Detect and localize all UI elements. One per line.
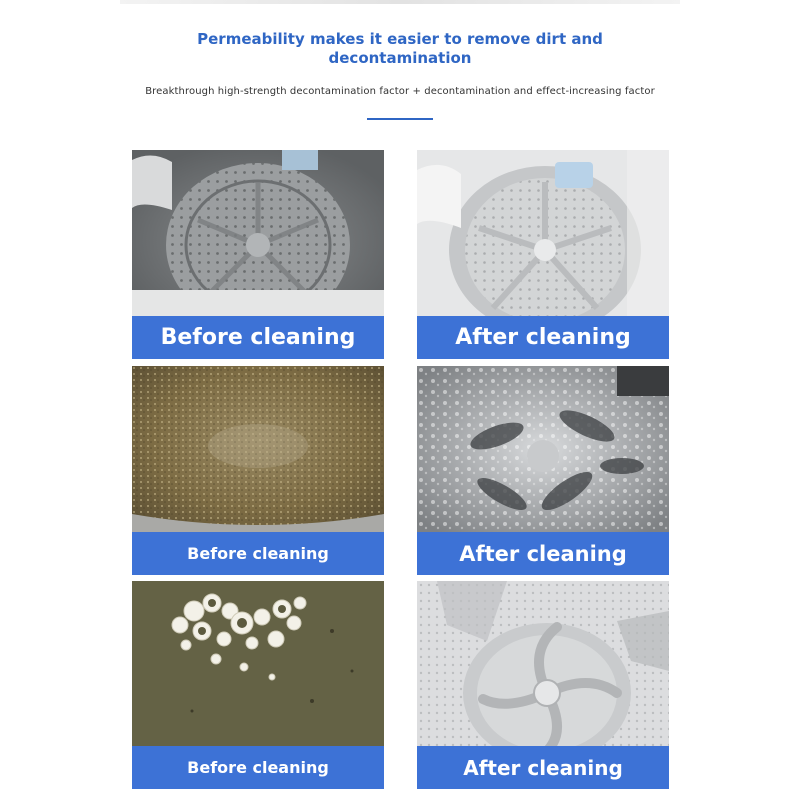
clean-drum-photo xyxy=(417,581,669,746)
panel-label: Before cleaning xyxy=(132,532,384,575)
comparison-panel-2 xyxy=(417,150,669,359)
headline: Permeability makes it easier to remove dirt and decontamination xyxy=(197,30,603,67)
comparison-panel-1 xyxy=(132,150,384,359)
panel-label: Before cleaning xyxy=(132,746,384,789)
clean-washer-drum-photo xyxy=(417,150,669,316)
panel-label: After cleaning xyxy=(417,746,669,789)
panel-label: Before cleaning xyxy=(132,316,384,359)
panel-label: After cleaning xyxy=(417,532,669,575)
dirty-water-photo xyxy=(132,366,384,532)
comparison-panel-3 xyxy=(132,366,384,575)
panel-label: After cleaning xyxy=(417,316,669,359)
dirty-washer-drum-photo xyxy=(132,150,384,316)
foamy-dirty-water-photo xyxy=(132,581,384,746)
top-decorative-strip xyxy=(120,0,680,4)
subheadline: Breakthrough high-strength decontamination factor + decontamination and effect-increasing factor xyxy=(145,86,655,97)
clean-water-photo xyxy=(417,366,669,532)
comparison-panel-5 xyxy=(132,581,384,789)
accent-divider xyxy=(367,118,433,120)
comparison-panel-6 xyxy=(417,581,669,789)
comparison-panel-4 xyxy=(417,366,669,575)
